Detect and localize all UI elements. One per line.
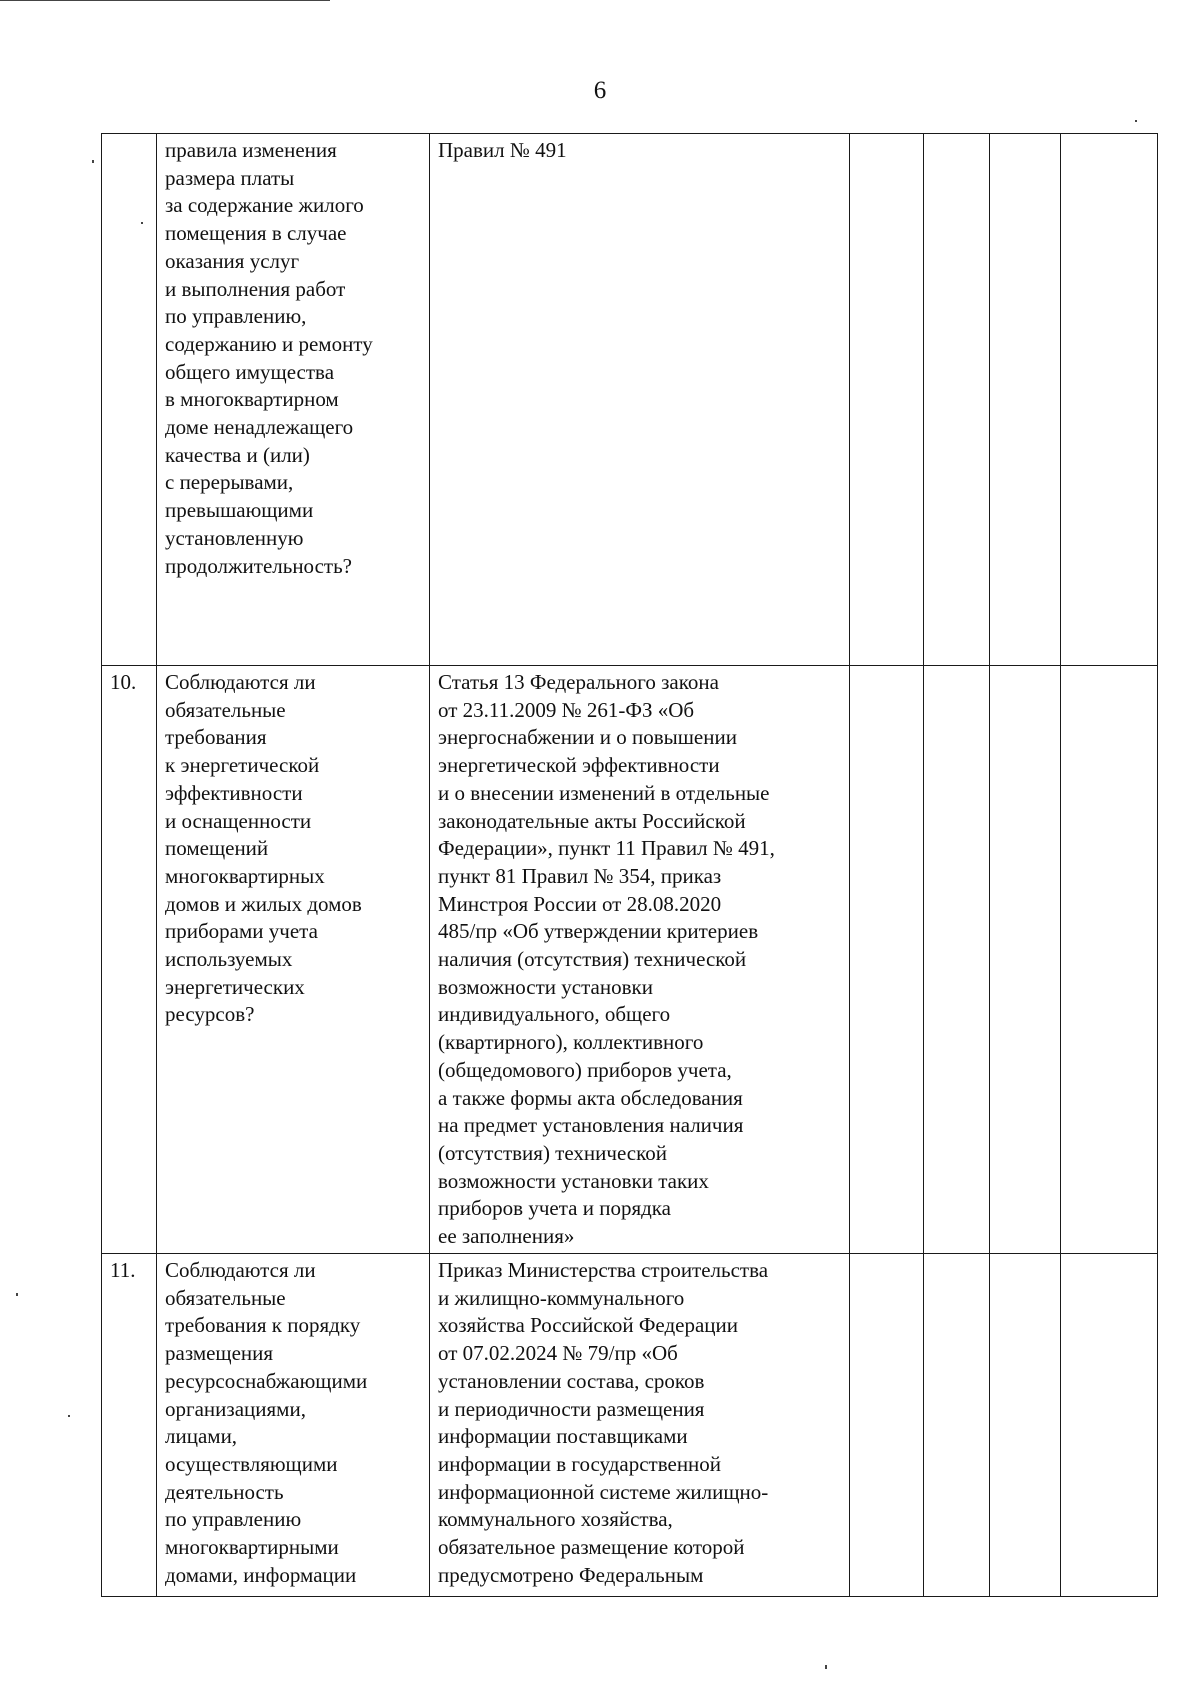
answer-cell: [990, 134, 1061, 666]
table-row: [102, 666, 1158, 1254]
legal-reference: Правил № 491: [430, 134, 850, 666]
requirement-question: Соблюдаются ли обязательные требования к энергетической эффективности и оснащенности помещений многоквартирных домов и жилых домов приборами учета используемых энергетических ресурсов?: [157, 666, 430, 1254]
checklist-table: [101, 133, 1158, 1597]
scan-speck: [16, 1293, 18, 1296]
scan-speck: [825, 1665, 827, 1669]
answer-cell: [990, 1254, 1061, 1597]
row-number: 10.: [102, 666, 157, 1254]
table-row: [102, 134, 1158, 666]
answer-cell: [1061, 134, 1158, 666]
scan-speck: [1135, 120, 1137, 122]
answer-cell: [850, 1254, 924, 1597]
answer-cell: [850, 134, 924, 666]
answer-cell: [850, 666, 924, 1254]
requirement-question: правила изменения размера платы за содержание жилого помещения в случае оказания услуг и выполнения работ по управлению, содержанию и ремонту общего имущества в многоквартирном доме ненадлежащего качества и (или) с перерывами, превышающими установленную продолжительность?: [157, 134, 430, 666]
requirement-question: Соблюдаются ли обязательные требования к порядку размещения ресурсоснабжающими организациями, лицами, осуществляющими деятельность по управлению многоквартирными домами, информации: [157, 1254, 430, 1597]
scan-speck: [68, 1415, 70, 1417]
answer-cell: [924, 666, 990, 1254]
row-number: [102, 134, 157, 666]
page-number: 6: [593, 77, 607, 104]
legal-reference: Статья 13 Федерального закона от 23.11.2009 № 261-ФЗ «Об энергоснабжении и о повышении энергетической эффективности и о внесении изменений в отдельные законодательные акты Российской Федерации», пункт 11 Правил № 491, пункт 81 Правил № 354, приказ Минстроя России от 28.08.2020 485/пр «Об утверждении критериев наличия (отсутствия) технической возможности установки индивидуального, общего (квартирного), коллективного (общедомового) приборов учета, а также формы акта обследования на предмет установления наличия (отсутствия) технической возможности установки таких приборов учета и порядка ее заполнения»: [430, 666, 850, 1254]
answer-cell: [1061, 1254, 1158, 1597]
row-number: 11.: [102, 1254, 157, 1597]
scan-speck: [92, 160, 94, 163]
legal-reference: Приказ Министерства строительства и жилищно-коммунального хозяйства Российской Федерации от 07.02.2024 № 79/пр «Об установлении состава, сроков и периодичности размещения информации поставщиками информации в государственной информационной системе жилищно- коммунального хозяйства, обязательное размещение которой предусмотрено Федеральным: [430, 1254, 850, 1597]
scan-edge-line: [0, 0, 330, 1]
answer-cell: [990, 666, 1061, 1254]
answer-cell: [1061, 666, 1158, 1254]
answer-cell: [924, 134, 990, 666]
answer-cell: [924, 1254, 990, 1597]
table-row: [102, 1254, 1158, 1597]
